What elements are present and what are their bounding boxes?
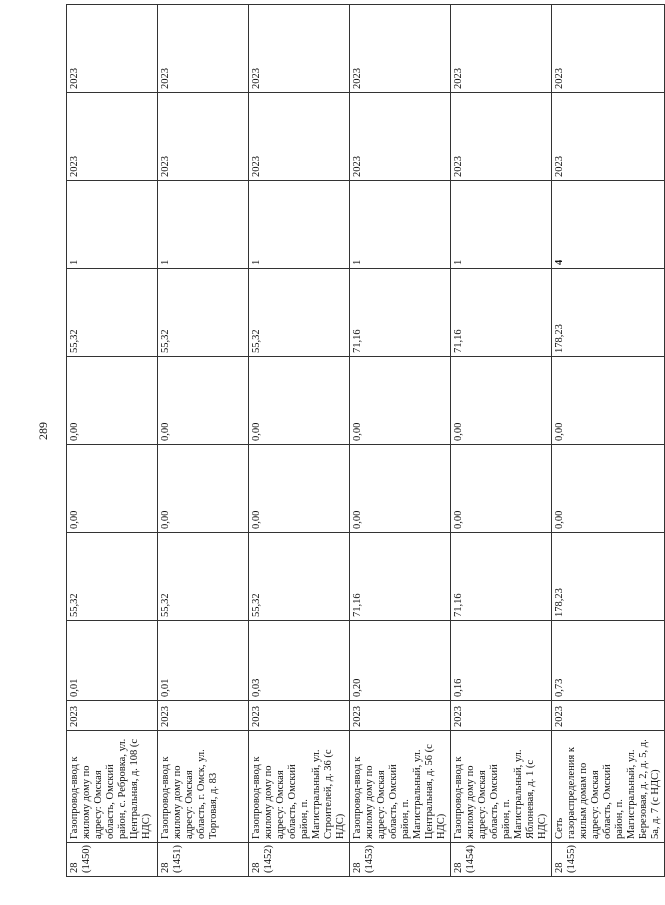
year-cell: 2023 (158, 93, 249, 181)
table-row (451, 5, 552, 877)
row-id: 28 (1455) (552, 843, 665, 877)
value-cell: 0,73 (552, 621, 665, 701)
value-cell: 0,03 (249, 621, 350, 701)
row-id: 28 (1454) (451, 843, 552, 877)
year-cell: 2023 (350, 93, 451, 181)
value-cell: 0,01 (158, 621, 249, 701)
row-id: 28 (1452) (249, 843, 350, 877)
value-cell: 55,32 (67, 533, 158, 621)
count-cell: 1 (67, 181, 158, 269)
value-cell: 55,32 (158, 269, 249, 357)
row-id: 28 (1453) (350, 843, 451, 877)
value-cell: 71,16 (451, 533, 552, 621)
value-cell: 0,00 (552, 445, 665, 533)
count-cell: 1 (249, 181, 350, 269)
object-name: Газопровод-ввод к жилому дому по адресу: Омская область, Омский район, п. Магистральный, ул. Строителей, д. 36 (с НДС) (249, 731, 350, 843)
value-cell: 0,00 (158, 357, 249, 445)
year-cell: 2023 (451, 5, 552, 93)
value-cell: 71,16 (350, 269, 451, 357)
table-row (67, 5, 158, 877)
gas-pipeline-table (66, 4, 665, 877)
value-cell: 178,23 (552, 533, 665, 621)
year-cell: 2023 (552, 93, 665, 181)
value-cell: 178,23 (552, 269, 665, 357)
year-cell: 2023 (158, 5, 249, 93)
year-cell: 2023 (249, 701, 350, 731)
value-cell: 0,20 (350, 621, 451, 701)
page-number: 289 (36, 422, 50, 440)
year-cell: 2023 (451, 701, 552, 731)
value-cell: 55,32 (158, 533, 249, 621)
count-cell: 1 (451, 181, 552, 269)
table-row (350, 5, 451, 877)
year-cell: 2023 (67, 5, 158, 93)
value-cell: 0,00 (67, 445, 158, 533)
count-cell: 4 (552, 181, 665, 269)
year-cell: 2023 (552, 5, 665, 93)
value-cell: 0,01 (67, 621, 158, 701)
year-cell: 2023 (350, 5, 451, 93)
value-cell: 0,00 (249, 357, 350, 445)
object-name: Газопровод-ввод к жилому дому по адресу: Омская область, Омский район, п. Магистральный, ул. Яблоневая, д. 1 (с НДС) (451, 731, 552, 843)
row-id: 28 (1450) (67, 843, 158, 877)
count-cell: 1 (158, 181, 249, 269)
value-cell: 0,00 (158, 445, 249, 533)
row-id: 28 (1451) (158, 843, 249, 877)
table-row (158, 5, 249, 877)
count-cell: 1 (350, 181, 451, 269)
value-cell: 0,00 (249, 445, 350, 533)
rotated-table-wrapper (66, 25, 665, 877)
value-cell: 0,00 (451, 357, 552, 445)
value-cell: 0,00 (350, 357, 451, 445)
year-cell: 2023 (249, 5, 350, 93)
year-cell: 2023 (249, 93, 350, 181)
value-cell: 71,16 (451, 269, 552, 357)
value-cell: 0,00 (552, 357, 665, 445)
table-row (249, 5, 350, 877)
object-name: Газопровод-ввод к жилому дому по адресу: Омская область, г. Омск, ул. Торговая, д. 83 (158, 731, 249, 843)
object-name: Сеть газораспределения к жилым домам по адресу: Омская область, Омский район, п. Магистральный, ул. Березовая, д. 2, д. 5, д. 5а, д. 7 (с НДС) (552, 731, 665, 843)
value-cell: 0,16 (451, 621, 552, 701)
value-cell: 0,00 (350, 445, 451, 533)
value-cell: 55,32 (249, 269, 350, 357)
year-cell: 2023 (552, 701, 665, 731)
value-cell: 71,16 (350, 533, 451, 621)
object-name: Газопровод-ввод к жилому дому по адресу: Омская область, Омский район, п. Магистральный, ул. Центральная, д. 56 (с НДС) (350, 731, 451, 843)
year-cell: 2023 (350, 701, 451, 731)
year-cell: 2023 (158, 701, 249, 731)
year-cell: 2023 (67, 93, 158, 181)
value-cell: 55,32 (67, 269, 158, 357)
value-cell: 55,32 (249, 533, 350, 621)
value-cell: 0,00 (67, 357, 158, 445)
year-cell: 2023 (451, 93, 552, 181)
table-row (552, 5, 665, 877)
value-cell: 0,00 (451, 445, 552, 533)
object-name: Газопровод-ввод к жилому дому по адресу: Омская область, Омский район, с. Ребровка, ул. Центральная, д. 108 (с НДС) (67, 731, 158, 843)
year-cell: 2023 (67, 701, 158, 731)
